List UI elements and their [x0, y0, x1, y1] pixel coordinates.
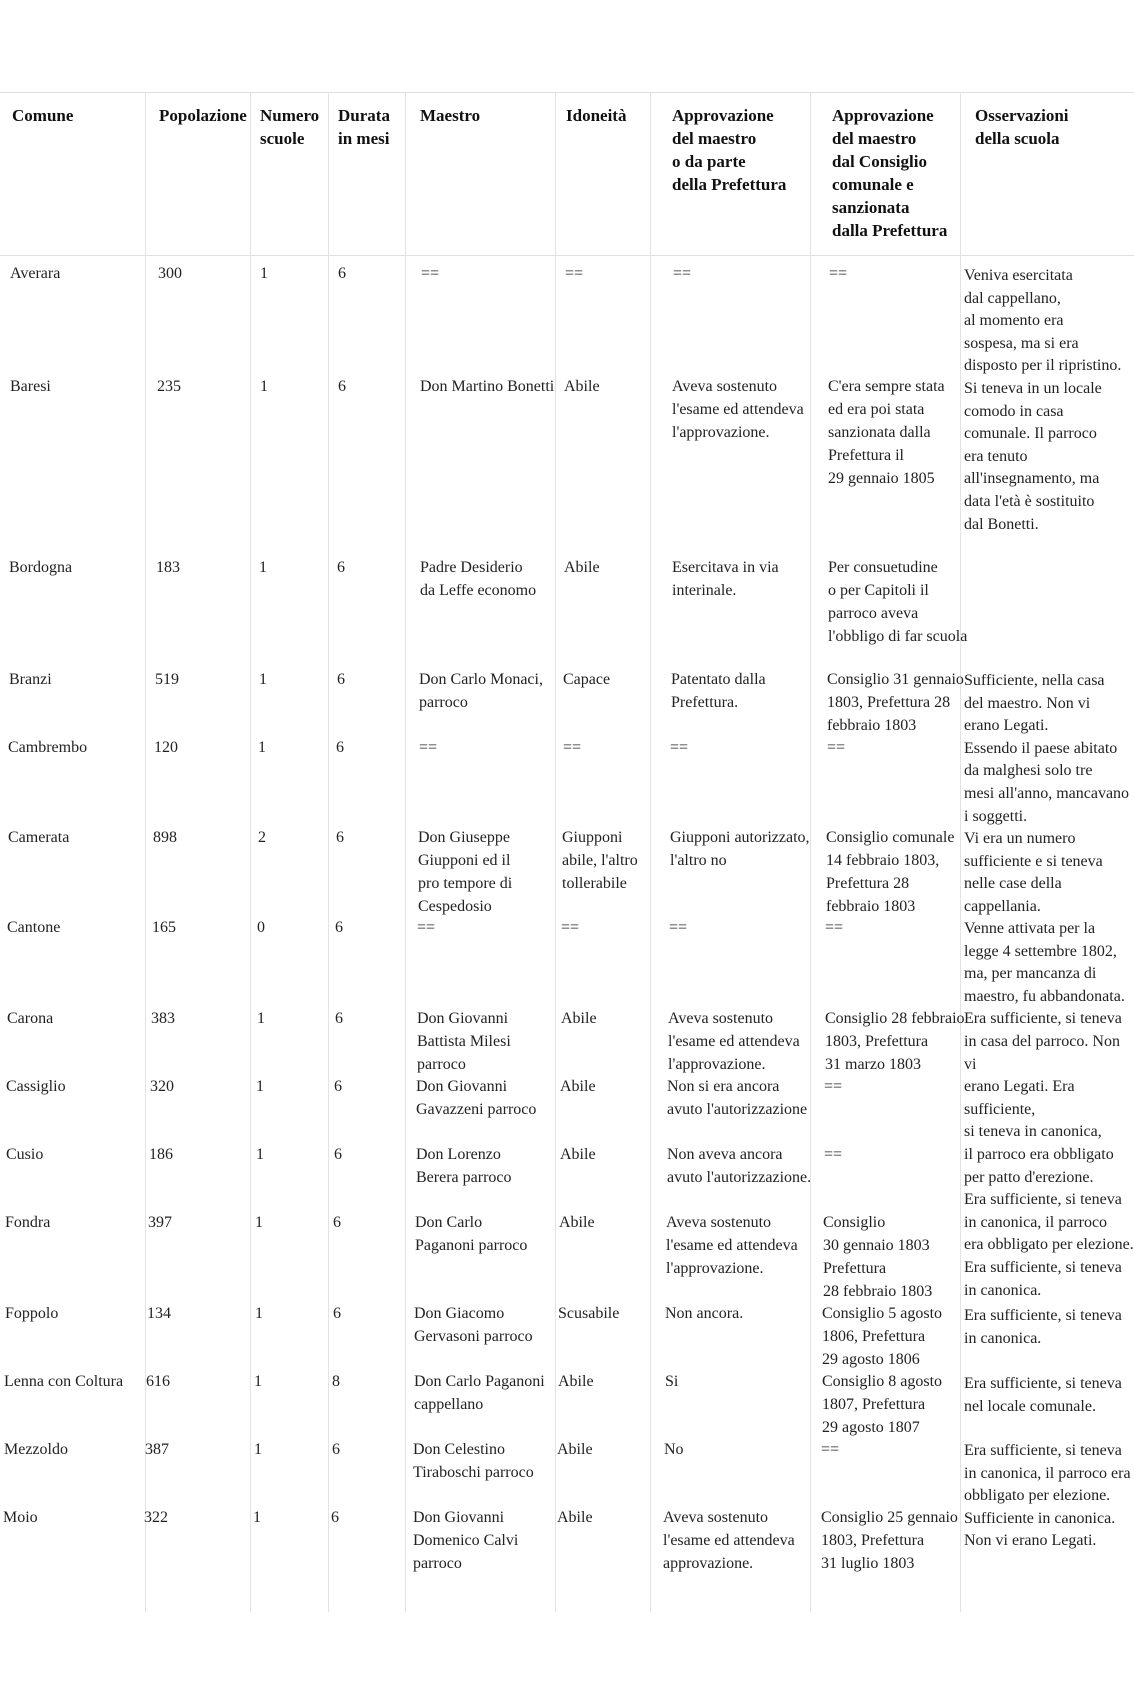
- cell-comune: Cantone: [7, 919, 61, 936]
- cell-approvazione-prefettura: Aveva sostenuto l'esame ed attendeva approvazione.: [663, 1509, 795, 1572]
- observation-text: Veniva esercitata dal cappellano, al momento era sospesa, ma si era disposto per il ripristino. Si teneva in un locale comodo in casa comunale. Il parroco era tenuto all'insegnamento, ma data l'età è sostituito dal Bonetti.: [964, 267, 1122, 533]
- cell-approvazione-consiglio: ==: [824, 1146, 843, 1163]
- cell-numero-scuole: 1: [256, 1078, 264, 1095]
- cell-numero-scuole: 1: [260, 265, 268, 282]
- cell-approvazione-prefettura: Non si era ancora avuto l'autorizzazione: [667, 1078, 808, 1118]
- cell-maestro: ==: [417, 919, 436, 936]
- cell-comune: Averara: [10, 265, 61, 282]
- cell-maestro: Don Celestino Tiraboschi parroco: [413, 1441, 534, 1481]
- cell-durata: 6: [334, 1078, 342, 1095]
- cell-idoneita: Abile: [557, 1441, 593, 1458]
- header-approvazione-consiglio: Approvazione del maestro dal Consiglio comunale e sanzionata dalla Prefettura: [832, 106, 948, 240]
- cell-popolazione: 183: [156, 559, 180, 576]
- cell-popolazione: 898: [153, 829, 177, 846]
- cell-approvazione-prefettura: Patentato dalla Prefettura.: [671, 671, 766, 711]
- cell-popolazione: 300: [158, 265, 182, 282]
- table-top-rule: [0, 92, 1134, 93]
- cell-durata: 6: [338, 378, 346, 395]
- cell-numero-scuole: 1: [259, 671, 267, 688]
- cell-numero-scuole: 0: [257, 919, 265, 936]
- cell-approvazione-consiglio: Consiglio 25 gennaio 1803, Prefettura 31 luglio 1803: [821, 1509, 958, 1572]
- cell-idoneita: ==: [561, 919, 580, 936]
- cell-popolazione: 134: [147, 1305, 171, 1322]
- cell-idoneita: Abile: [559, 1214, 595, 1231]
- cell-approvazione-consiglio: Consiglio comunale 14 febbraio 1803, Prefettura 28 febbraio 1803: [826, 829, 955, 915]
- cell-numero-scuole: 1: [260, 378, 268, 395]
- cell-comune: Fondra: [5, 1214, 51, 1231]
- cell-durata: 6: [336, 829, 344, 846]
- column-divider: [960, 92, 961, 1612]
- cell-maestro: Don Carlo Paganoni cappellano: [414, 1373, 545, 1413]
- cell-maestro: ==: [419, 739, 438, 756]
- column-divider: [555, 92, 556, 1612]
- cell-numero-scuole: 1: [254, 1373, 262, 1390]
- cell-approvazione-consiglio: Consiglio 5 agosto 1806, Prefettura 29 agosto 1806: [822, 1305, 943, 1368]
- cell-comune: Moio: [3, 1509, 38, 1526]
- column-divider: [328, 92, 329, 1612]
- cell-approvazione-prefettura: ==: [669, 919, 688, 936]
- cell-approvazione-prefettura: ==: [673, 265, 692, 282]
- observation-text: Sufficiente, nella casa del maestro. Non vi erano Legati. Essendo il paese abitato da malghesi solo tre mesi all'anno, mancavano i soggetti. Vi era un numero sufficiente e si teneva nelle case della cappellania.: [964, 672, 1130, 915]
- header-idoneita: Idoneità: [566, 106, 627, 125]
- cell-durata: 6: [334, 1146, 342, 1163]
- cell-approvazione-consiglio: Consiglio 31 gennaio 1803, Prefettura 28 febbraio 1803: [827, 671, 964, 734]
- cell-numero-scuole: 1: [253, 1509, 261, 1526]
- cell-numero-scuole: 1: [254, 1441, 262, 1458]
- cell-durata: 6: [331, 1509, 339, 1526]
- cell-popolazione: 120: [154, 739, 178, 756]
- cell-durata: 6: [337, 559, 345, 576]
- cell-idoneita: Abile: [564, 559, 600, 576]
- cell-maestro: Don Giovanni Gavazzeni parroco: [416, 1078, 537, 1118]
- cell-approvazione-prefettura: Non ancora.: [665, 1305, 744, 1322]
- cell-popolazione: 186: [149, 1146, 173, 1163]
- cell-idoneita: Scusabile: [558, 1305, 620, 1322]
- cell-approvazione-consiglio: Consiglio 30 gennaio 1803 Prefettura 28 febbraio 1803: [823, 1214, 933, 1300]
- cell-idoneita: Abile: [557, 1509, 593, 1526]
- observation-text: Era sufficiente, si teneva in canonica.: [964, 1307, 1122, 1347]
- column-divider: [810, 92, 811, 1612]
- cell-approvazione-consiglio: ==: [825, 919, 844, 936]
- cell-comune: Lenna con Coltura: [4, 1373, 124, 1390]
- cell-comune: Branzi: [9, 671, 52, 688]
- cell-approvazione-consiglio: ==: [829, 265, 848, 282]
- cell-approvazione-consiglio: ==: [824, 1078, 843, 1095]
- cell-approvazione-prefettura: Esercitava in via interinale.: [672, 559, 779, 599]
- cell-popolazione: 616: [146, 1373, 170, 1390]
- cell-approvazione-prefettura: No: [664, 1441, 684, 1458]
- cell-comune: Baresi: [10, 378, 51, 395]
- cell-approvazione-prefettura: ==: [670, 739, 689, 756]
- header-durata: Durata in mesi: [338, 106, 390, 148]
- observation-text: Era sufficiente, si teneva nel locale comunale.: [964, 1375, 1122, 1415]
- cell-maestro: Don Carlo Monaci, parroco: [419, 671, 543, 711]
- cell-comune: Foppolo: [5, 1305, 59, 1322]
- cell-idoneita: Capace: [563, 671, 611, 688]
- cell-comune: Cusio: [6, 1146, 44, 1163]
- cell-popolazione: 383: [151, 1010, 175, 1027]
- cell-popolazione: 397: [148, 1214, 172, 1231]
- cell-maestro: Don Giacomo Gervasoni parroco: [414, 1305, 533, 1345]
- cell-durata: 8: [332, 1373, 340, 1390]
- cell-idoneita: Giupponi abile, l'altro tollerabile: [562, 829, 638, 892]
- cell-popolazione: 519: [155, 671, 179, 688]
- header-maestro: Maestro: [420, 106, 481, 125]
- cell-approvazione-prefettura: Non aveva ancora avuto l'autorizzazione.: [667, 1146, 812, 1186]
- cell-approvazione-consiglio: C'era sempre stata ed era poi stata sanzionata dalla Prefettura il 29 gennaio 1805: [828, 378, 945, 487]
- cell-popolazione: 165: [152, 919, 176, 936]
- cell-maestro: Don Giuseppe Giupponi ed il pro tempore di Cespedosio: [418, 829, 513, 915]
- cell-idoneita: Abile: [560, 1146, 596, 1163]
- cell-numero-scuole: 1: [255, 1305, 263, 1322]
- column-divider: [250, 92, 251, 1612]
- cell-maestro: Don Lorenzo Berera parroco: [416, 1146, 512, 1186]
- cell-comune: Cambrembo: [8, 739, 88, 756]
- cell-comune: Bordogna: [9, 559, 73, 576]
- cell-numero-scuole: 1: [258, 739, 266, 756]
- header-osservazioni: Osservazioni della scuola: [975, 106, 1069, 148]
- header-comune: Comune: [12, 106, 74, 125]
- column-divider: [405, 92, 406, 1612]
- cell-idoneita: ==: [565, 265, 584, 282]
- cell-popolazione: 322: [144, 1509, 168, 1526]
- cell-durata: 6: [332, 1441, 340, 1458]
- cell-approvazione-prefettura: Si: [665, 1373, 679, 1390]
- cell-durata: 6: [335, 1010, 343, 1027]
- cell-approvazione-prefettura: Aveva sostenuto l'esame ed attendeva l'approvazione.: [668, 1010, 800, 1073]
- cell-maestro: ==: [421, 265, 440, 282]
- cell-approvazione-consiglio: Consiglio 28 febbraio 1803, Prefettura 31 marzo 1803: [825, 1010, 965, 1073]
- cell-durata: 6: [335, 919, 343, 936]
- cell-idoneita: Abile: [560, 1078, 596, 1095]
- cell-numero-scuole: 1: [257, 1010, 265, 1027]
- cell-idoneita: Abile: [561, 1010, 597, 1027]
- column-divider: [650, 92, 651, 1612]
- cell-numero-scuole: 1: [255, 1214, 263, 1231]
- cell-maestro: Don Carlo Paganoni parroco: [415, 1214, 528, 1254]
- cell-comune: Camerata: [8, 829, 70, 846]
- cell-durata: 6: [336, 739, 344, 756]
- cell-comune: Cassiglio: [6, 1078, 66, 1095]
- cell-maestro: Padre Desiderio da Leffe economo: [420, 559, 537, 599]
- header-approvazione-prefettura: Approvazione del maestro o da parte della Prefettura: [672, 106, 787, 194]
- cell-maestro: Don Giovanni Battista Milesi parroco: [417, 1010, 511, 1073]
- cell-comune: Mezzoldo: [4, 1441, 68, 1458]
- cell-popolazione: 320: [150, 1078, 174, 1095]
- cell-popolazione: 235: [157, 378, 181, 395]
- cell-approvazione-prefettura: Aveva sostenuto l'esame ed attendeva l'approvazione.: [666, 1214, 798, 1277]
- header-rule: [0, 255, 1134, 256]
- cell-numero-scuole: 1: [259, 559, 267, 576]
- cell-durata: 6: [333, 1214, 341, 1231]
- cell-approvazione-prefettura: Giupponi autorizzato, l'altro no: [670, 829, 810, 869]
- cell-maestro: Don Martino Bonetti: [420, 378, 555, 395]
- cell-durata: 6: [338, 265, 346, 282]
- cell-approvazione-consiglio: Per consuetudine o per Capitoli il parroco aveva l'obbligo di far scuola: [828, 559, 968, 645]
- cell-approvazione-consiglio: ==: [821, 1441, 840, 1458]
- cell-idoneita: ==: [563, 739, 582, 756]
- header-numero-scuole: Numero scuole: [260, 106, 320, 148]
- cell-numero-scuole: 1: [256, 1146, 264, 1163]
- cell-comune: Carona: [7, 1010, 54, 1027]
- cell-approvazione-consiglio: Consiglio 8 agosto 1807, Prefettura 29 agosto 1807: [822, 1373, 943, 1436]
- header-popolazione: Popolazione: [159, 106, 247, 125]
- cell-approvazione-prefettura: Aveva sostenuto l'esame ed attendeva l'approvazione.: [672, 378, 804, 441]
- cell-idoneita: Abile: [564, 378, 600, 395]
- cell-popolazione: 387: [145, 1441, 169, 1458]
- cell-durata: 6: [333, 1305, 341, 1322]
- cell-durata: 6: [337, 671, 345, 688]
- cell-maestro: Don Giovanni Domenico Calvi parroco: [413, 1509, 519, 1572]
- observation-text: Venne attivata per la legge 4 settembre 1802, ma, per mancanza di maestro, fu abbandonata. Era sufficiente, si teneva in casa del parroco. Non vi erano Legati. Era sufficiente, si teneva in canonica, il parroco era obbligato per patto d'erezione. Era sufficiente, si teneva in canonica, il parroco era obbligato per elezione. Era sufficiente, si teneva in canonica.: [964, 920, 1134, 1299]
- cell-approvazione-consiglio: ==: [827, 739, 846, 756]
- observation-text: Era sufficiente, si teneva in canonica, il parroco era obbligato per elezione. Sufficiente in canonica. Non vi erano Legati.: [964, 1442, 1131, 1550]
- cell-idoneita: Abile: [558, 1373, 594, 1390]
- cell-numero-scuole: 2: [258, 829, 266, 846]
